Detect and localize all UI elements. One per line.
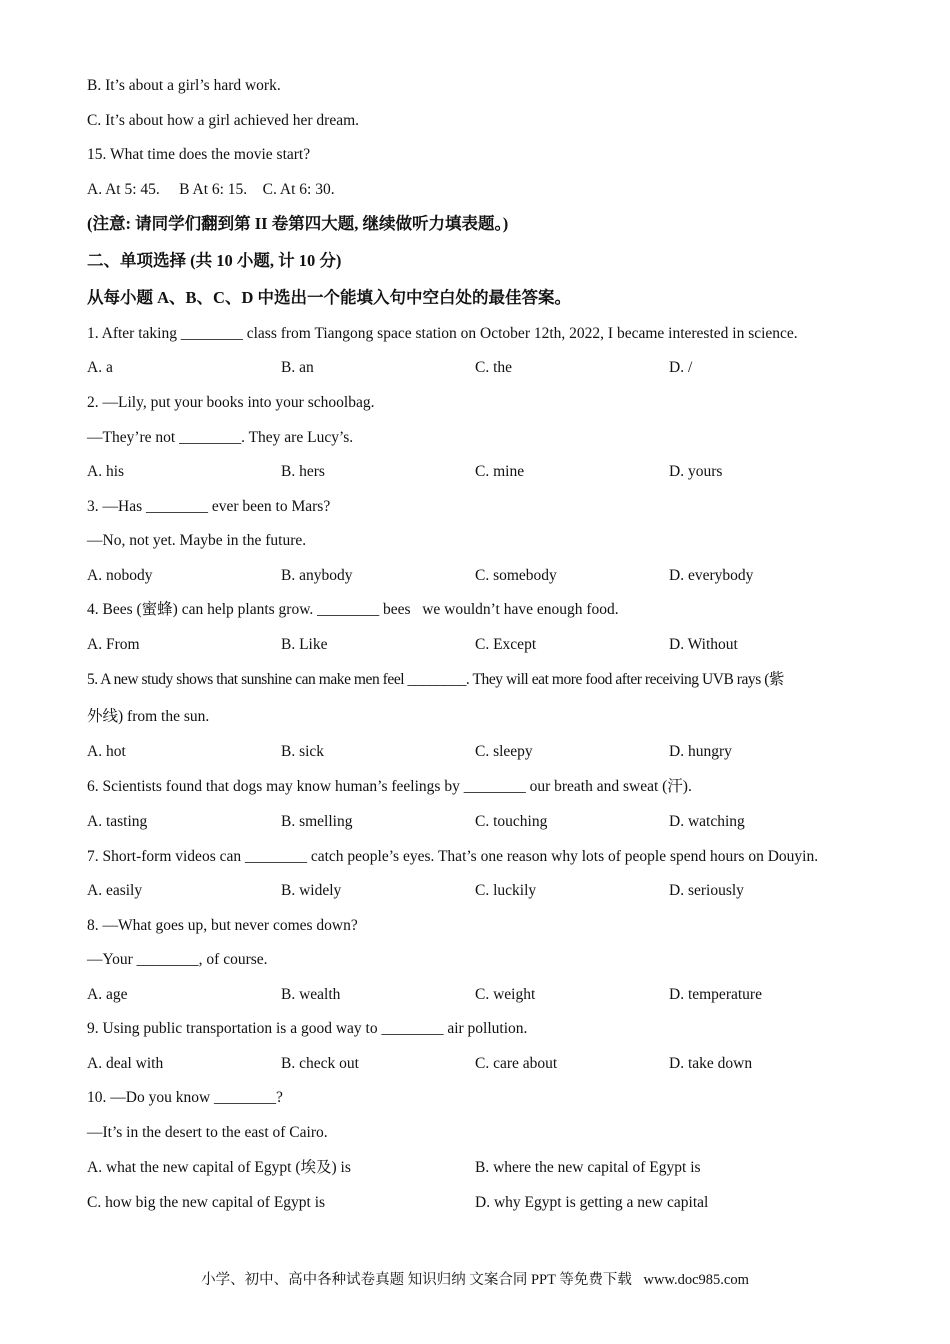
page-footer (0, 1270, 950, 1290)
question-4-option-a: A. From (87, 636, 140, 653)
question-9-stem: 9. Using public transportation is a good way to ________ air pollution. (87, 1020, 528, 1037)
question-10-stem: 10. —Do you know ________? (87, 1089, 283, 1106)
question-6-stem: 6. Scientists found that dogs may know human’s feelings by ________ our breath and sweat (汗). (87, 778, 692, 795)
question-7-option-a: A. easily (87, 882, 143, 899)
footer-text: 小学、初中、高中各种试卷真题 知识归纳 文案合同 PPT 等免费下载 (201, 1272, 632, 1288)
prev-option-b: B. It’s about a girl’s hard work. (87, 77, 281, 94)
question-4-option-c: C. Except (475, 636, 537, 653)
question-2-stem: 2. —Lily, put your books into your schoolbag. (87, 394, 375, 411)
listening-note: (注意: 请同学们翻到第 II 卷第四大题, 继续做听力填表题。) (87, 214, 509, 233)
question-8-option-d: D. temperature (669, 986, 762, 1003)
question-1-option-a: A. a (87, 359, 113, 376)
question-7-option-b: B. widely (281, 882, 342, 899)
question-8-option-c: C. weight (475, 986, 536, 1003)
question-4-option-d: D. Without (669, 636, 738, 653)
question-7-option-c: C. luckily (475, 882, 537, 899)
question-15: 15. What time does the movie start? (87, 146, 311, 163)
question-6-option-a: A. tasting (87, 813, 148, 830)
question-2-option-b: B. hers (281, 463, 325, 480)
question-9-option-b: B. check out (281, 1055, 359, 1072)
question-5-option-a: A. hot (87, 743, 126, 760)
question-8-option-a: A. age (87, 986, 128, 1003)
question-7-option-d: D. seriously (669, 882, 744, 899)
question-9-option-a: A. deal with (87, 1055, 164, 1072)
question-15-options: A. At 5: 45. B At 6: 15. C. At 6: 30. (87, 181, 335, 198)
question-8-stem: 8. —What goes up, but never comes down? (87, 917, 358, 934)
question-3-option-c: C. somebody (475, 567, 557, 584)
question-7-stem: 7. Short-form videos can ________ catch people’s eyes. That’s one reason why lots of people spend hours on Douyin. (87, 848, 819, 865)
question-1-option-d: D. / (669, 359, 693, 376)
question-10-option-c: C. how big the new capital of Egypt is (87, 1194, 326, 1211)
question-2-option-c: C. mine (475, 463, 525, 480)
question-3-reply: —No, not yet. Maybe in the future. (87, 532, 307, 549)
question-5-option-b: B. sick (281, 743, 325, 760)
question-8-option-b: B. wealth (281, 986, 341, 1003)
question-1-stem: 1. After taking ________ class from Tiangong space station on October 12th, 2022, I became interested in science. (87, 325, 798, 342)
question-10-reply: —It’s in the desert to the east of Cairo. (87, 1124, 328, 1141)
question-10-option-a: A. what the new capital of Egypt (埃及) is (87, 1159, 351, 1176)
question-9-option-c: C. care about (475, 1055, 558, 1072)
question-5-option-d: D. hungry (669, 743, 732, 760)
question-5-stem-continued: 外线) from the sun. (87, 708, 210, 725)
question-10-option-d: D. why Egypt is getting a new capital (475, 1194, 709, 1211)
question-2-option-a: A. his (87, 463, 125, 480)
question-6-option-b: B. smelling (281, 813, 353, 830)
question-5-option-c: C. sleepy (475, 743, 533, 760)
question-8-reply: —Your ________, of course. (87, 951, 268, 968)
question-3-option-d: D. everybody (669, 567, 754, 584)
question-3-option-a: A. nobody (87, 567, 153, 584)
prev-option-c: C. It’s about how a girl achieved her dream. (87, 112, 360, 129)
question-1-option-c: C. the (475, 359, 513, 376)
question-9-option-d: D. take down (669, 1055, 753, 1072)
section-title: 二、单项选择 (共 10 小题, 计 10 分) (87, 251, 342, 270)
question-6-option-d: D. watching (669, 813, 745, 830)
question-10-option-b: B. where the new capital of Egypt is (475, 1159, 701, 1176)
question-4-option-b: B. Like (281, 636, 328, 653)
question-2-reply: —They’re not ________. They are Lucy’s. (87, 429, 354, 446)
question-5-stem: 5. A new study shows that sunshine can make men feel ________. They will eat more food after receiving UVB rays (紫 (87, 671, 784, 688)
section-instruction: 从每小题 A、B、C、D 中选出一个能填入句中空白处的最佳答案。 (87, 288, 572, 307)
question-4-stem: 4. Bees (蜜蜂) can help plants grow. ________ bees we wouldn’t have enough food. (87, 601, 619, 618)
question-3-option-b: B. anybody (281, 567, 353, 584)
question-2-option-d: D. yours (669, 463, 723, 480)
question-1-option-b: B. an (281, 359, 314, 376)
question-3-stem: 3. —Has ________ ever been to Mars? (87, 498, 331, 515)
question-6-option-c: C. touching (475, 813, 548, 830)
footer-link[interactable]: www.doc985.com (643, 1272, 749, 1288)
